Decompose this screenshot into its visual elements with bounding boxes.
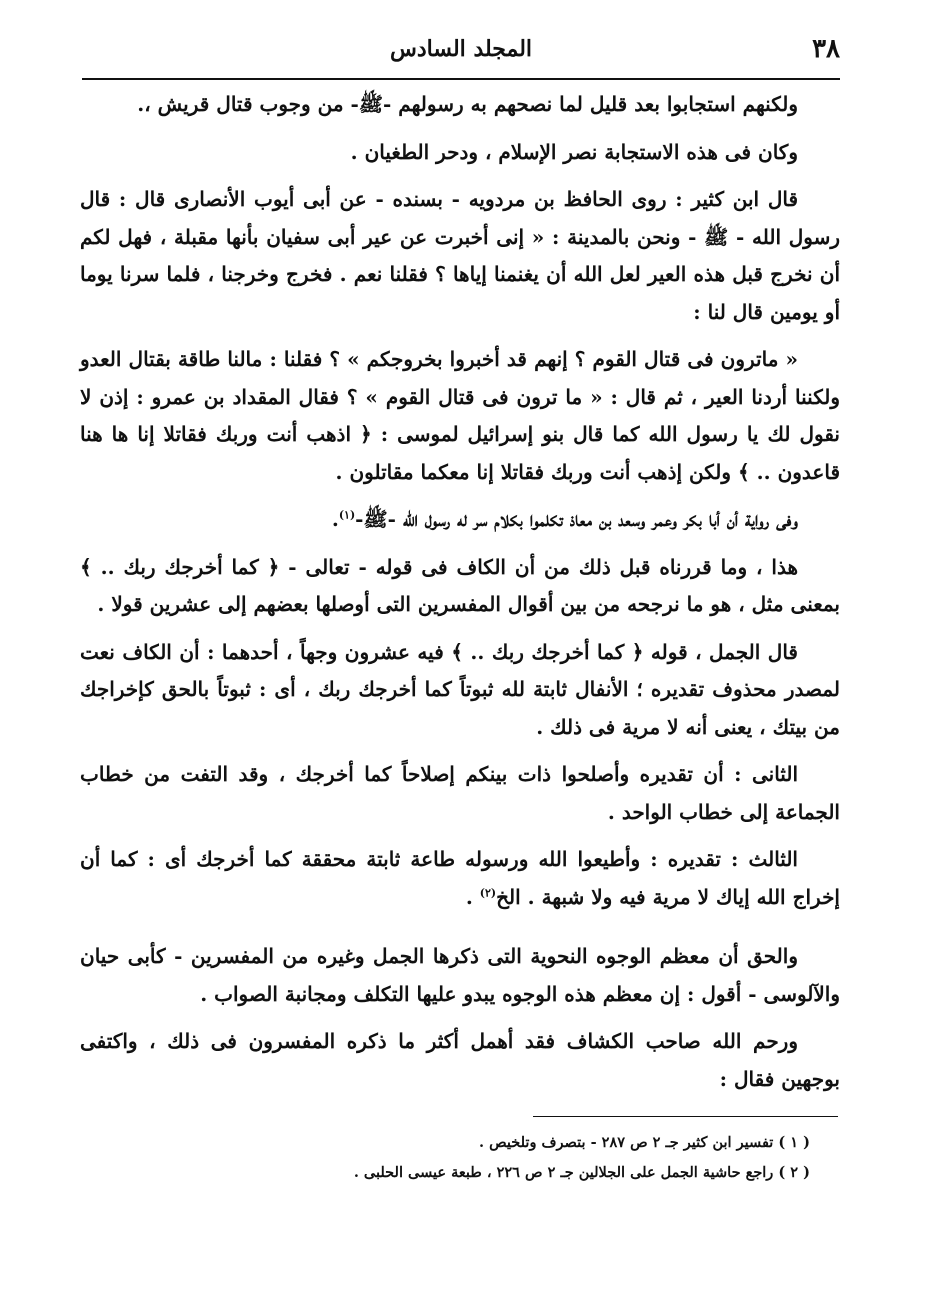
paragraph: هذا ، وما قررناه قبل ذلك من أن الكاف فى قوله - تعالى - ﴿ كما أخرجك ربك .. ﴾ بمعنى مثل ، هو ما نرجحه من بين أقوال المفسرين التى أوصلها بعضهم إلى عشرين قولا .: [80, 554, 840, 616]
paragraph: قال الجمل ، قوله ﴿ كما أخرجك ربك .. ﴾ فيه عشرون وجهاً ، أحدهما : أن الكاف نعت لمصدر محذوف تقديره ؛ الأنفال ثابتة لله ثبوتاً كما أخرجك ربك ، أى : ثبوتاً بالحق كإخراجك من بيتك ، يعنى أنه لا مرية فى ذلك .: [80, 639, 840, 739]
paragraph: ولكنهم استجابوا بعد قليل لما نصحهم به رسولهم -ﷺ- من وجوب قتال قريش ،.: [137, 92, 798, 116]
paragraph-text: الثالث : تقديره : وأطيعوا الله ورسوله طاعة ثابتة محققة كما أخرجك أى : كما أن إخراج الله إياك لا مرية فيه ولا شبهة . الخ: [80, 847, 840, 909]
paragraph-with-footnote: الثالث : تقديره : وأطيعوا الله ورسوله طاعة ثابتة محققة كما أخرجك أى : كما أن إخراج الله إياك لا مرية فيه ولا شبهة . الخ$^{(٢)}$ .: [80, 847, 840, 909]
paragraph: قال ابن كثير : روى الحافظ بن مردويه - بسنده - عن أبى أيوب الأنصارى قال : قال رسول الله - ﷺ - ونحن بالمدينة : « إنى أخبرت عن عير أبى سفيان بأنها مقبلة ، فهل لكم أن نخرج قبل هذه العير لعل الله أن يغنمنا إياها ؟ فقلنا نعم . فخرج وخرجنا ، فلما سرنا يوما أو يومين قال لنا :: [80, 187, 840, 324]
paragraph: ورحم الله صاحب الكشاف فقد أهمل أكثر ما ذكره المفسرون فى ذلك ، واكتفى بوجهين فقال :: [80, 1029, 840, 1091]
paragraph: والحق أن معظم الوجوه النحوية التى ذكرها الجمل وغيره من المفسرين - كأبى حيان والآلوسى - أقول : إن معظم هذه الوجوه يبدو عليها التكلف ومجانبة الصواب .: [80, 944, 840, 1006]
paragraph-with-footnote: وفى رواية أن أبا بكر وعمر وسعد بن معاذ تكلموا بكلام سر له رسول الله -ﷺ-$^{(١)}$.: [331, 507, 798, 531]
footnote-mark: (١): [338, 508, 356, 522]
body-text: [80, 86, 840, 1108]
footnote-rule: [533, 1116, 838, 1117]
footnotes: [80, 1128, 810, 1188]
running-title: المجلد السادس: [389, 36, 533, 62]
header-rule: [82, 78, 840, 80]
paragraph: وكان فى هذه الاستجابة نصر الإسلام ، ودحر الطغيان .: [350, 139, 798, 164]
footnote: ( ١ ) تفسير ابن كثير جـ ٢ ص ٢٨٧ - بتصرف وتلخيص .: [479, 1134, 810, 1151]
footnote-mark: (٢): [479, 885, 497, 899]
paragraph-text: وفى رواية أن أبا بكر وعمر وسعد بن معاذ تكلموا بكلام سر له رسول الله -ﷺ-: [355, 507, 798, 531]
paragraph: الثانى : أن تقديره وأصلحوا ذات بينكم إصلاحاً كما أخرجك ، وقد التفت من خطاب الجماعة إلى خطاب الواحد .: [80, 762, 840, 824]
footnote: ( ٢ ) راجع حاشية الجمل على الجلالين جـ ٢ ص ٢٢٦ ، طبعة عيسى الحلبى .: [353, 1164, 810, 1181]
page-number: ٣٨: [812, 34, 840, 64]
page-header: [82, 30, 840, 76]
paragraph: « ماترون فى قتال القوم ؟ إنهم قد أخبروا بخروجكم » ؟ فقلنا : مالنا طاقة بقتال العدو ولكننا أردنا العير ، ثم قال : « ما ترون فى قتال القوم » ؟ فقال المقداد بن عمرو : إذن لا نقول لك يا رسول الله كما قال بنو إسرائيل لموسى : ﴿ اذهب أنت وربك فقاتلا إنا ها هنا قاعدون .. ﴾ ولكن إذهب أنت وربك فقاتلا إنا معكما مقاتلون .: [80, 347, 840, 484]
